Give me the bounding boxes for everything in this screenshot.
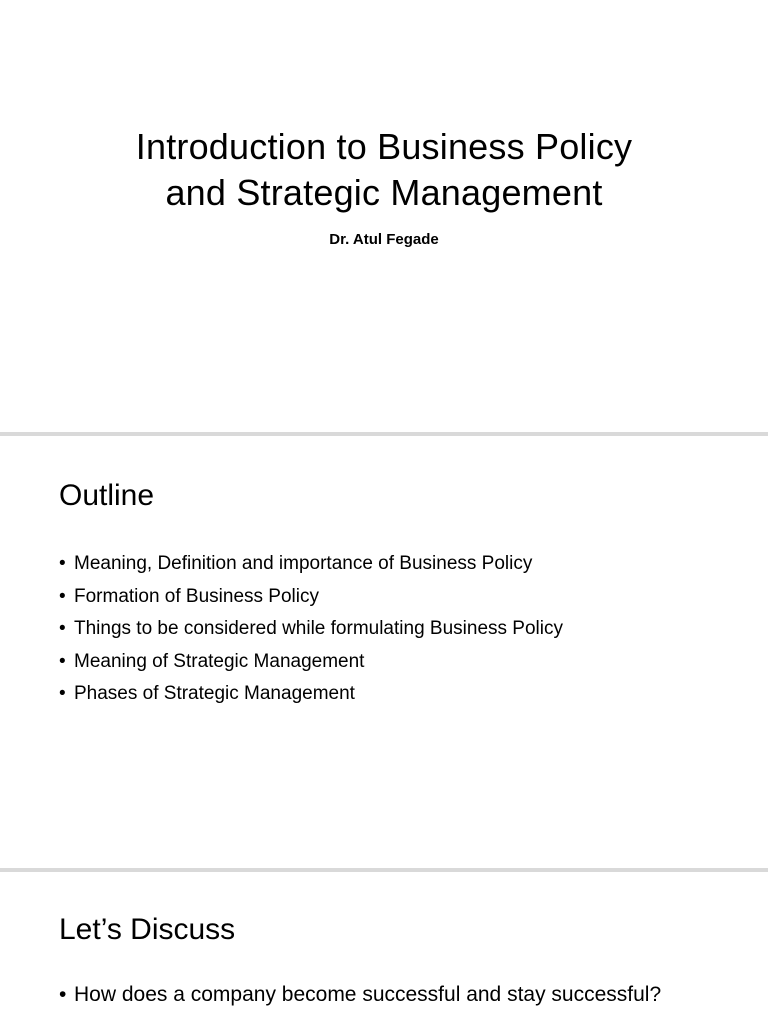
list-item — [59, 678, 563, 711]
discussion-heading: Let’s Discuss — [59, 913, 236, 946]
list-item — [59, 982, 699, 1007]
list-item — [59, 646, 563, 679]
bullet-icon: • — [59, 683, 66, 704]
outline-list — [59, 548, 563, 711]
bullet-icon: • — [59, 585, 66, 607]
title-slide — [0, 0, 768, 432]
list-item-text: Phases of Strategic Management — [74, 683, 355, 704]
bullet-icon: • — [59, 650, 66, 672]
author-name: Dr. Atul Fegade — [329, 231, 439, 248]
slide-title-line-1: Introduction to Business Policy — [135, 126, 633, 167]
discussion-slide — [0, 872, 768, 1024]
list-item — [59, 548, 563, 581]
discussion-list — [59, 982, 699, 1007]
list-item-text: Meaning of Strategic Management — [74, 650, 365, 672]
list-item-text: Meaning, Definition and importance of Business Policy — [74, 553, 533, 574]
outline-slide — [0, 436, 768, 868]
bullet-icon: • — [59, 618, 66, 639]
bullet-icon: • — [59, 553, 66, 574]
list-item — [59, 581, 563, 614]
list-item-text: Things to be considered while formulating Business Policy — [74, 618, 563, 639]
list-item-text: Formation of Business Policy — [74, 585, 319, 607]
slide-title-line-2: and Strategic Management — [165, 172, 603, 213]
slide-title — [0, 124, 768, 216]
title-block — [0, 124, 768, 250]
list-item — [59, 613, 563, 646]
list-item-text: How does a company become successful and stay successful? — [74, 983, 662, 1006]
bullet-icon: • — [59, 983, 67, 1006]
outline-heading: Outline — [59, 479, 155, 512]
